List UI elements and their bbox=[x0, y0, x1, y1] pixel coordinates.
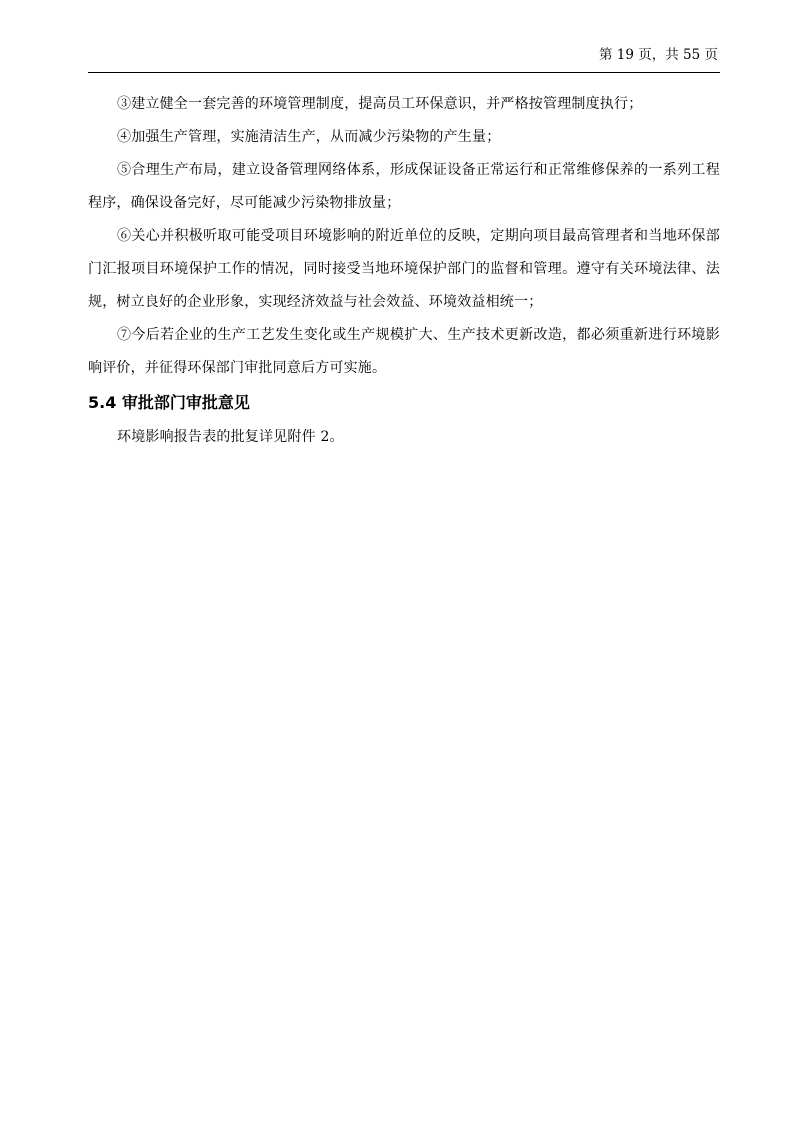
section-heading: 5.4 审批部门审批意见 bbox=[88, 393, 250, 412]
paragraph-item-7: ⑦今后若企业的生产工艺发生变化或生产规模扩大、生产技术更新改造，都必须重新进行环境影响评价，并征得环保部门审批同意后方可实施。 bbox=[88, 327, 720, 376]
paragraph-item-3: ③建立健全一套完善的环境管理制度，提高员工环保意识，并严格按管理制度执行； bbox=[117, 96, 643, 112]
page-number: 第 19 页，共 55 页 bbox=[598, 47, 718, 63]
page-header bbox=[88, 44, 720, 73]
document-body bbox=[88, 88, 720, 454]
paragraph-item-5: ⑤合理生产布局，建立设备管理网络体系，形成保证设备正常运行和正常维修保养的一系列工程程序，确保设备完好，尽可能减少污染物排放量； bbox=[88, 162, 720, 211]
paragraph-item-4: ④加强生产管理，实施清洁生产，从而减少污染物的产生量； bbox=[117, 129, 501, 145]
section-body: 环境影响报告表的批复详见附件 2。 bbox=[117, 429, 344, 445]
paragraph-item-6: ⑥关心并积极听取可能受项目环境影响的附近单位的反映，定期向项目最高管理者和当地环保部门汇报项目环境保护工作的情况，同时接受当地环境保护部门的监督和管理。遵守有关环境法律、法规，树立良好的企业形象，实现经济效益与社会效益、环境效益相统一； bbox=[88, 228, 720, 310]
